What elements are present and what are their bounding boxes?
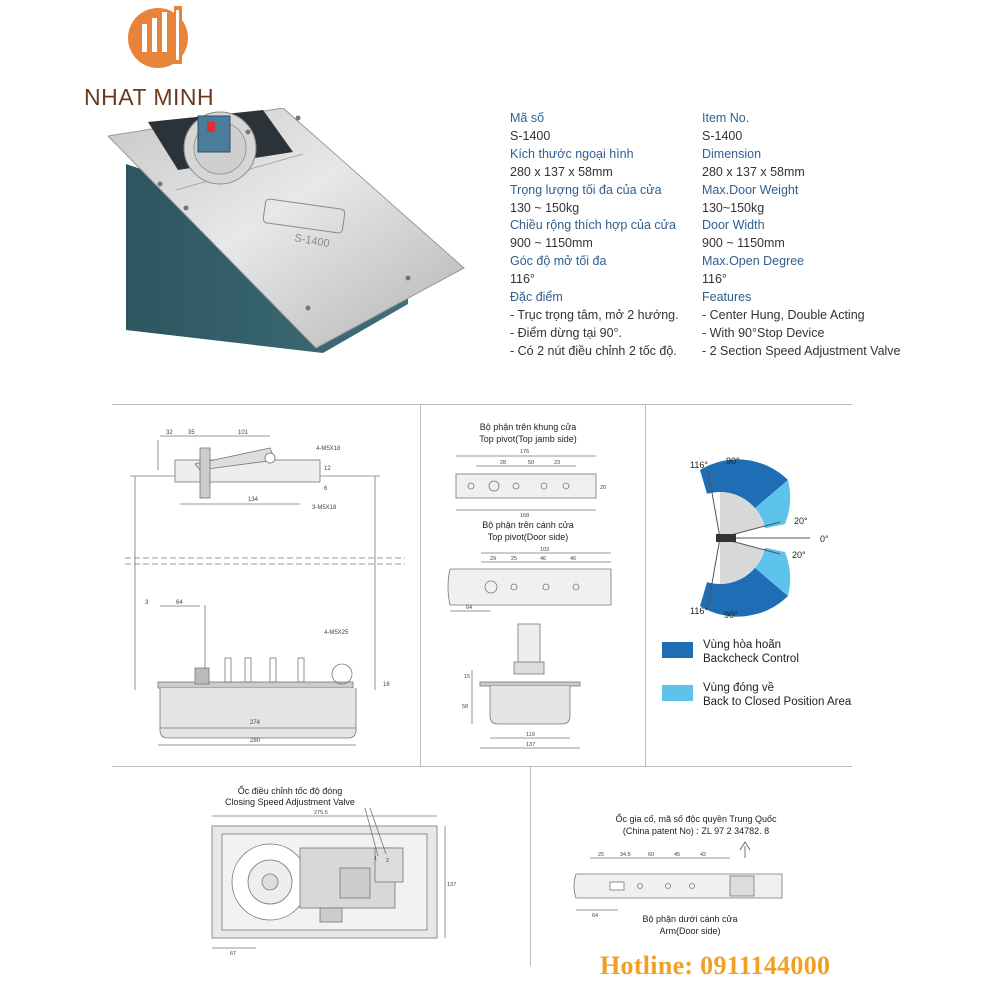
logo-mark-icon — [122, 2, 196, 74]
opening-angle-diagram — [680, 450, 840, 625]
dim-label: 29 — [490, 556, 497, 562]
legend-label-en: Backcheck Control — [703, 653, 799, 665]
arm-drawing — [570, 840, 790, 918]
divider — [645, 404, 646, 766]
legend-label-vi: Vùng đóng về — [703, 682, 774, 694]
dim-label: 6 — [324, 486, 328, 492]
spec-label: Max.Door Weight — [702, 182, 799, 197]
hotline: Hotline: 0911144000 — [600, 951, 831, 980]
legend-swatch-dark-blue — [662, 642, 693, 658]
dim-label: 50 — [528, 460, 535, 466]
speed-valve-caption-en: Closing Speed Adjustment Valve — [225, 797, 355, 807]
spec-value: 130~150kg — [702, 200, 765, 215]
dim-label: 137 — [526, 742, 536, 748]
angle-label: 90° — [726, 456, 740, 466]
legend-label-vi: Vùng hòa hoãn — [703, 639, 782, 651]
angle-label: 20° — [794, 516, 808, 526]
spec-label: Dimension — [702, 146, 762, 161]
top-pivot-jamb-caption-en: Top pivot(Top jamb side) — [479, 434, 577, 444]
speed-valve-caption-vi: Ốc điều chỉnh tốc độ đóng — [237, 786, 343, 796]
brand-name: NHAT MINH — [84, 84, 215, 110]
dim-label: 275.5 — [314, 810, 328, 816]
spec-label: Trọng lượng tối đa của cửa — [510, 182, 662, 197]
spec-label: Mã số — [510, 111, 545, 125]
spec-feature: - 2 Section Speed Adjustment Valve — [702, 343, 901, 358]
spec-value: S-1400 — [510, 128, 551, 143]
dim-label: 2 — [386, 858, 390, 864]
dim-label: 15 — [464, 674, 471, 680]
side-view-drawing — [120, 420, 410, 760]
dim-label: 25 — [511, 556, 518, 562]
divider — [420, 404, 421, 766]
dim-label: 134 — [248, 497, 259, 503]
divider — [112, 766, 852, 767]
dim-label: 280 — [250, 738, 261, 744]
top-pivot-jamb-drawing — [436, 444, 616, 519]
dim-label: 23 — [554, 460, 561, 466]
divider — [112, 404, 852, 405]
spec-feature: - Có 2 nút điều chỉnh 2 tốc độ. — [510, 343, 677, 358]
spec-value: S-1400 — [702, 128, 743, 143]
specs-vietnamese — [510, 110, 700, 361]
dim-label: 25 — [598, 852, 605, 858]
dim-label: 4-M5X18 — [316, 446, 341, 452]
dim-label: 32 — [166, 430, 173, 436]
dim-label: 4-M5X25 — [324, 630, 349, 636]
divider — [530, 766, 531, 966]
arm-caption-bottom-vi: Bộ phận dưới cánh cửa — [642, 914, 738, 924]
spec-feature: - Center Hung, Double Acting — [702, 307, 865, 322]
angle-label: 116° — [690, 606, 708, 616]
dim-label: 119 — [526, 732, 535, 738]
dim-label: 35 — [188, 430, 195, 436]
dim-label: 20 — [600, 485, 607, 491]
dim-label: 28 — [500, 460, 507, 466]
product-photo — [108, 108, 468, 358]
top-pivot-door-drawing — [436, 545, 626, 615]
front-view-drawing — [450, 620, 600, 755]
patent-number: (China patent No) : ZL 97 2 34782. 8 — [622, 826, 770, 836]
angle-label: 116° — [690, 460, 708, 470]
spec-value: 900 ~ 1150mm — [510, 236, 593, 251]
dim-label: 64 — [466, 605, 473, 611]
dim-label: 60 — [648, 852, 655, 858]
top-pivot-door-caption-en: Top pivot(Door side) — [487, 532, 569, 542]
dim-label: 42 — [700, 852, 707, 858]
brand-logo — [84, 2, 234, 112]
spec-value: 130 ~ 150kg — [510, 200, 580, 215]
angle-label: 0° — [820, 534, 829, 544]
top-pivot-jamb-caption-vi: Bộ phận trên khung cửa — [479, 422, 577, 432]
dim-label: 3 — [145, 600, 149, 606]
legend-swatch-light-blue — [662, 685, 693, 701]
dim-label: 168 — [520, 513, 530, 519]
dim-label: 103 — [540, 547, 550, 553]
dim-label: 34.5 — [620, 852, 631, 858]
dim-label: 12 — [324, 466, 331, 472]
dim-label: 137 — [447, 882, 457, 888]
spec-label: Features — [702, 290, 752, 305]
dim-label: 176 — [520, 449, 530, 455]
dim-label: 45 — [674, 852, 681, 858]
spec-value: 280 x 137 x 58mm — [702, 164, 805, 179]
top-pivot-door-caption-vi: Bộ phận trên cánh cửa — [482, 520, 574, 530]
dim-label: 58 — [462, 704, 469, 710]
spec-label: Max.Open Degree — [702, 254, 805, 269]
spec-label: Đặc điểm — [510, 290, 563, 305]
angle-label: 90° — [724, 610, 738, 620]
dim-label: 64 — [592, 913, 599, 918]
spec-feature: - With 90°Stop Device — [702, 325, 825, 340]
arm-caption-vi: Ốc gia cố, mã số độc quyền Trung Quốc — [615, 814, 777, 824]
speed-valve-drawing — [190, 808, 460, 958]
dim-label: 101 — [238, 430, 249, 436]
dim-label: 64 — [176, 600, 183, 606]
dim-label: 46 — [570, 556, 577, 562]
spec-value: 900 ~ 1150mm — [702, 236, 785, 251]
specs-english — [702, 110, 932, 361]
product-photo-label: S-1400 — [293, 232, 331, 251]
arm-caption-bottom-en: Arm(Door side) — [659, 926, 721, 936]
dim-label: 46 — [540, 556, 547, 562]
dim-label: 16 — [383, 682, 390, 688]
dim-label: 1 — [374, 856, 378, 862]
spec-feature: - Điểm dừng tại 90°. — [510, 325, 623, 340]
spec-value: 116° — [510, 272, 535, 287]
dim-label: 3-M5X18 — [312, 505, 337, 511]
dim-label: 274 — [250, 720, 261, 726]
spec-label: Chiều rộng thích hợp của cửa — [510, 218, 676, 233]
spec-label: Góc độ mở tối đa — [510, 254, 607, 269]
dim-label: 67 — [230, 951, 237, 957]
spec-feature: - Trục trọng tâm, mở 2 hướng. — [510, 307, 679, 322]
spec-value: 280 x 137 x 58mm — [510, 164, 613, 179]
spec-label: Kích thước ngoại hình — [510, 146, 634, 161]
spec-value: 116° — [702, 272, 727, 287]
spec-label: Door Width — [702, 218, 765, 233]
legend-label-en: Back to Closed Position Area — [703, 696, 852, 708]
spec-label: Item No. — [702, 111, 750, 125]
angle-label: 20° — [792, 550, 806, 560]
